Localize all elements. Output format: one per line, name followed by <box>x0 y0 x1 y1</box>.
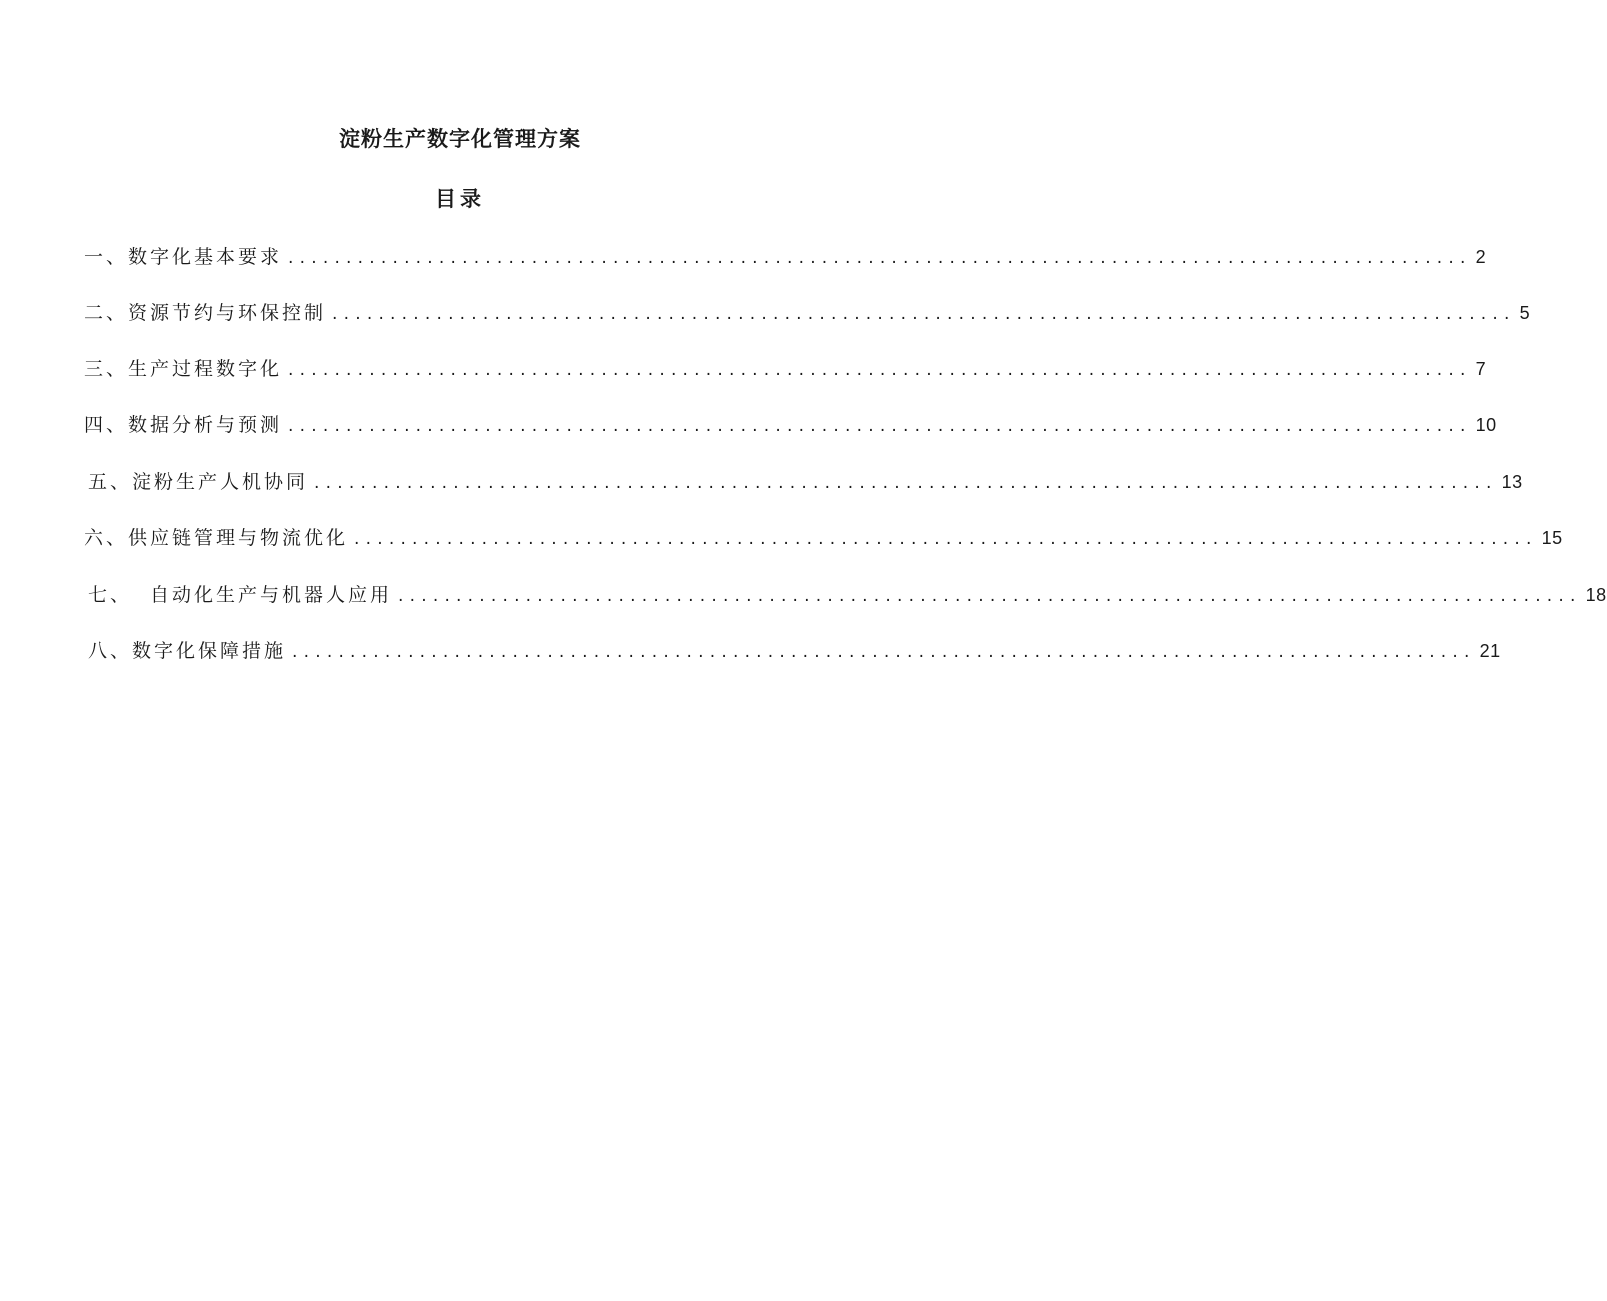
toc-entry-number: 四、 <box>84 414 129 436</box>
toc-entry-page: 13 <box>1501 472 1523 492</box>
toc-entry-number: 二、 <box>84 302 129 324</box>
dot-leader: ...................................................................................................... <box>288 248 1472 268</box>
toc-entry-title: 供应链管理与物流优化 <box>128 527 349 549</box>
toc-entry-page: 10 <box>1475 415 1497 435</box>
toc-entry-title: 淀粉生产人机协同 <box>132 471 309 493</box>
toc-entry-title: 数据分析与预测 <box>128 414 283 436</box>
toc-entry-number: 六、 <box>84 527 129 549</box>
toc-entry-title: 数字化保障措施 <box>132 640 287 662</box>
toc-entry-number: 三、 <box>84 358 129 380</box>
dot-leader: ...................................................................................................... <box>332 304 1516 324</box>
toc-entry-page: 15 <box>1541 528 1563 548</box>
toc-entry-number: 七、 <box>88 584 133 606</box>
toc-entry-8[interactable] <box>88 636 1501 666</box>
toc-entry-7[interactable] <box>88 580 1607 610</box>
toc-entry-2[interactable] <box>84 298 1531 328</box>
toc-entry-title: 资源节约与环保控制 <box>128 302 327 324</box>
document-title: 淀粉生产数字化管理方案 <box>339 127 581 151</box>
toc-entry-5[interactable] <box>88 467 1523 497</box>
toc-entry-page: 2 <box>1475 247 1487 267</box>
toc-heading: 目录 <box>435 187 485 211</box>
toc-entry-number: 八、 <box>88 640 133 662</box>
toc-entry-title: 生产过程数字化 <box>128 358 283 380</box>
toc-entry-page: 7 <box>1475 359 1487 379</box>
toc-entry-title: 数字化基本要求 <box>128 246 283 268</box>
dot-leader: ...................................................................................................... <box>398 586 1582 606</box>
toc-entry-3[interactable] <box>84 354 1487 384</box>
dot-leader: ...................................................................................................... <box>288 416 1472 436</box>
toc-entry-title: 自动化生产与机器人应用 <box>150 584 393 606</box>
dot-leader: ...................................................................................................... <box>288 360 1472 380</box>
toc-entry-4[interactable] <box>84 410 1497 440</box>
toc-entry-number: 五、 <box>88 471 133 493</box>
toc-entry-page: 21 <box>1479 641 1501 661</box>
toc-entry-1[interactable] <box>84 242 1487 272</box>
dot-leader: ...................................................................................................... <box>354 529 1538 549</box>
toc-entry-number: 一、 <box>84 246 129 268</box>
dot-leader: ...................................................................................................... <box>314 473 1498 493</box>
toc-entry-6[interactable] <box>84 523 1563 553</box>
dot-leader: ...................................................................................................... <box>292 642 1476 662</box>
toc-entry-page: 5 <box>1519 303 1531 323</box>
toc-entry-page: 18 <box>1585 585 1607 605</box>
